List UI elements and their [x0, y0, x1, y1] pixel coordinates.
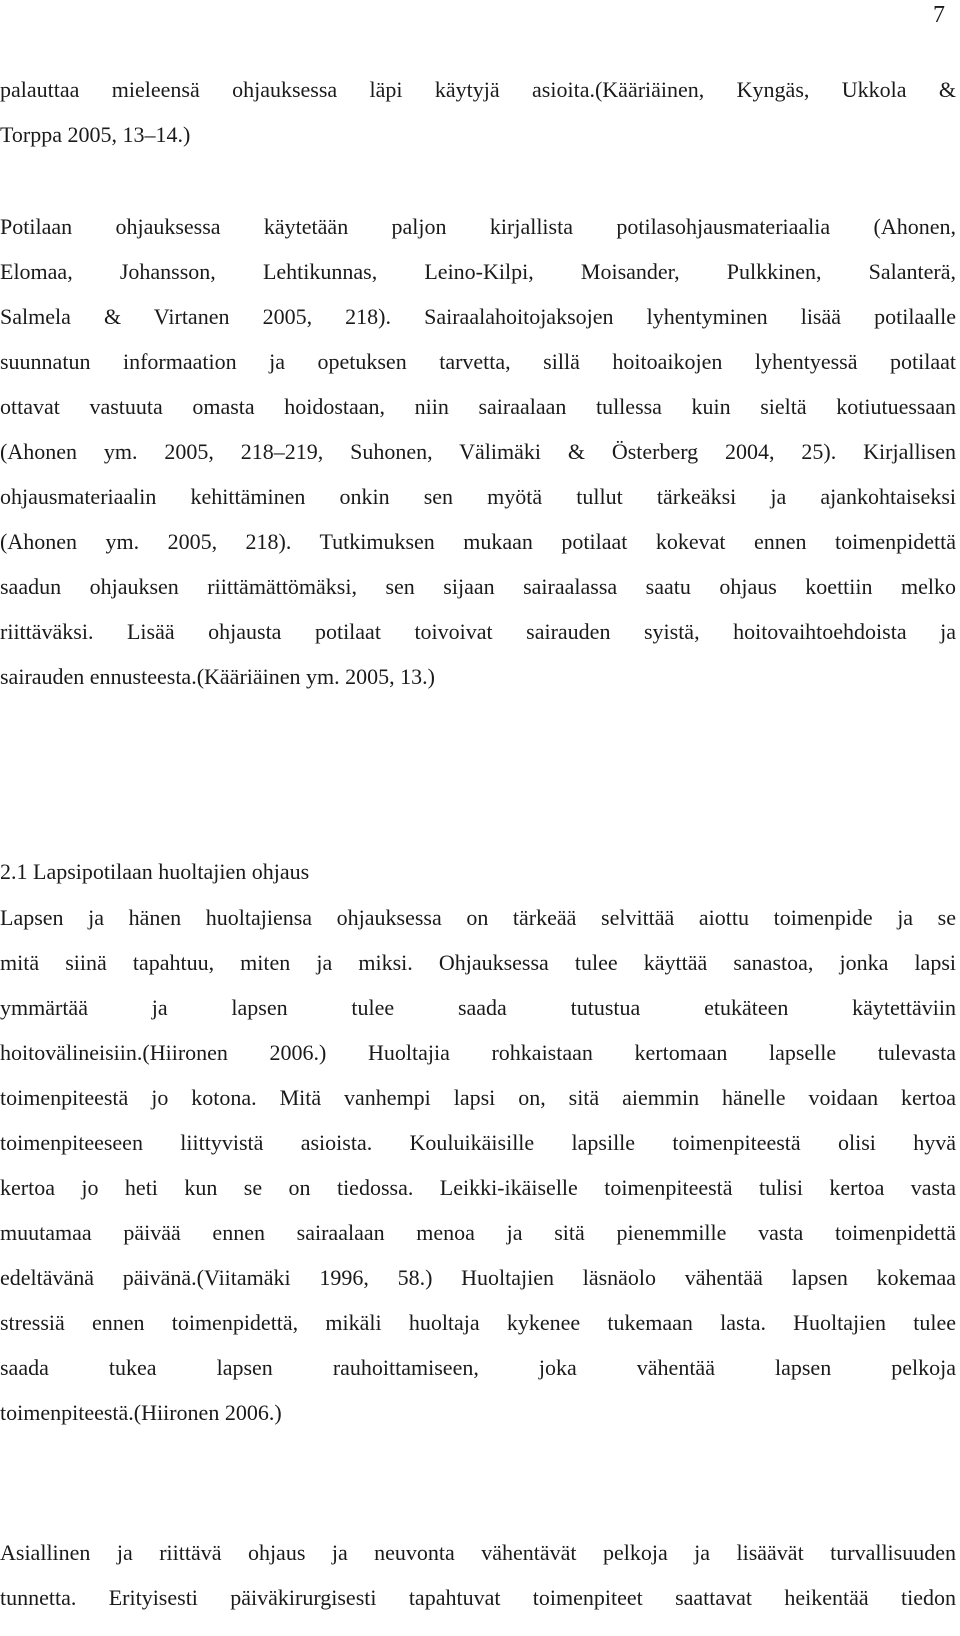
paragraph-line: kertoa jo heti kun se on tiedossa. Leikki-ikäiselle toimenpiteestä tulisi kertoa vasta — [0, 1175, 956, 1200]
paragraph-line: ottavat vastuuta omasta hoidostaan, niin sairaalaan tullessa kuin sieltä kotiutuessaan — [0, 394, 956, 419]
paragraph-line: toimenpiteestä.(Hiironen 2006.) — [0, 1400, 282, 1425]
paragraph-3 — [0, 895, 960, 1435]
paragraph-line: Asiallinen ja riittävä ohjaus ja neuvonta vähentävät pelkoja ja lisäävät turvallisuuden — [0, 1540, 956, 1565]
paragraph-line: (Ahonen ym. 2005, 218–219, Suhonen, Välimäki & Österberg 2004, 25). Kirjallisen — [0, 439, 956, 464]
section-heading: 2.1 Lapsipotilaan huoltajien ohjaus — [0, 859, 310, 884]
page-number: 7 — [933, 2, 945, 28]
paragraph-line: hoitovälineisiin.(Hiironen 2006.) Huoltajia rohkaistaan kertomaan lapselle tulevasta — [0, 1040, 956, 1065]
paragraph-1 — [0, 67, 960, 157]
paragraph-line: Lapsen ja hänen huoltajiensa ohjauksessa on tärkeää selvittää aiottu toimenpide ja se — [0, 905, 956, 930]
paragraph-line: Salmela & Virtanen 2005, 218). Sairaalahoitojaksojen lyhentyminen lisää potilaalle — [0, 304, 956, 329]
paragraph-line: muutamaa päivää ennen sairaalaan menoa ja sitä pienemmille vasta toimenpidettä — [0, 1220, 956, 1245]
paragraph-line: toimenpiteeseen liittyvistä asioista. Kouluikäisille lapsille toimenpiteestä olisi hyvä — [0, 1130, 956, 1155]
paragraph-line: saada tukea lapsen rauhoittamiseen, joka vähentää lapsen pelkoja — [0, 1355, 956, 1380]
paragraph-line: edeltävänä päivänä.(Viitamäki 1996, 58.) Huoltajien läsnäolo vähentää lapsen kokemaa — [0, 1265, 956, 1290]
paragraph-line: stressiä ennen toimenpidettä, mikäli huoltaja kykenee tukemaan lasta. Huoltajien tulee — [0, 1310, 956, 1335]
paragraph-line: suunnatun informaation ja opetuksen tarvetta, sillä hoitoaikojen lyhentyessä potilaat — [0, 349, 956, 374]
paragraph-2 — [0, 204, 960, 699]
paragraph-line: Potilaan ohjauksessa käytetään paljon kirjallista potilasohjausmateriaalia (Ahonen, — [0, 214, 956, 239]
paragraph-line: saadun ohjauksen riittämättömäksi, sen sijaan sairaalassa saatu ohjaus koettiin melko — [0, 574, 956, 599]
paragraph-line: sairauden ennusteesta.(Kääriäinen ym. 2005, 13.) — [0, 664, 435, 689]
paragraph-line: palauttaa mieleensä ohjauksessa läpi käytyjä asioita.(Kääriäinen, Kyngäs, Ukkola & — [0, 77, 956, 102]
paragraph-line: tunnetta. Erityisesti päiväkirurgisesti tapahtuvat toimenpiteet saattavat heikentää tiedon — [0, 1585, 956, 1610]
paragraph-line: (Ahonen ym. 2005, 218). Tutkimuksen mukaan potilaat kokevat ennen toimenpidettä — [0, 529, 956, 554]
paragraph-line: riittäväksi. Lisää ohjausta potilaat toivoivat sairauden syistä, hoitovaihtoehdoista ja — [0, 619, 956, 644]
paragraph-4 — [0, 1530, 960, 1620]
paragraph-line: ymmärtää ja lapsen tulee saada tutustua etukäteen käytettäviin — [0, 995, 956, 1020]
paragraph-line: mitä siinä tapahtuu, miten ja miksi. Ohjauksessa tulee käyttää sanastoa, jonka lapsi — [0, 950, 956, 975]
paragraph-line: ohjausmateriaalin kehittäminen onkin sen myötä tullut tärkeäksi ja ajankohtaiseksi — [0, 484, 956, 509]
paragraph-line: Elomaa, Johansson, Lehtikunnas, Leino-Kilpi, Moisander, Pulkkinen, Salanterä, — [0, 259, 956, 284]
paragraph-line: toimenpiteestä jo kotona. Mitä vanhempi lapsi on, sitä aiemmin hänelle voidaan kertoa — [0, 1085, 956, 1110]
paragraph-line: Torppa 2005, 13–14.) — [0, 122, 191, 147]
